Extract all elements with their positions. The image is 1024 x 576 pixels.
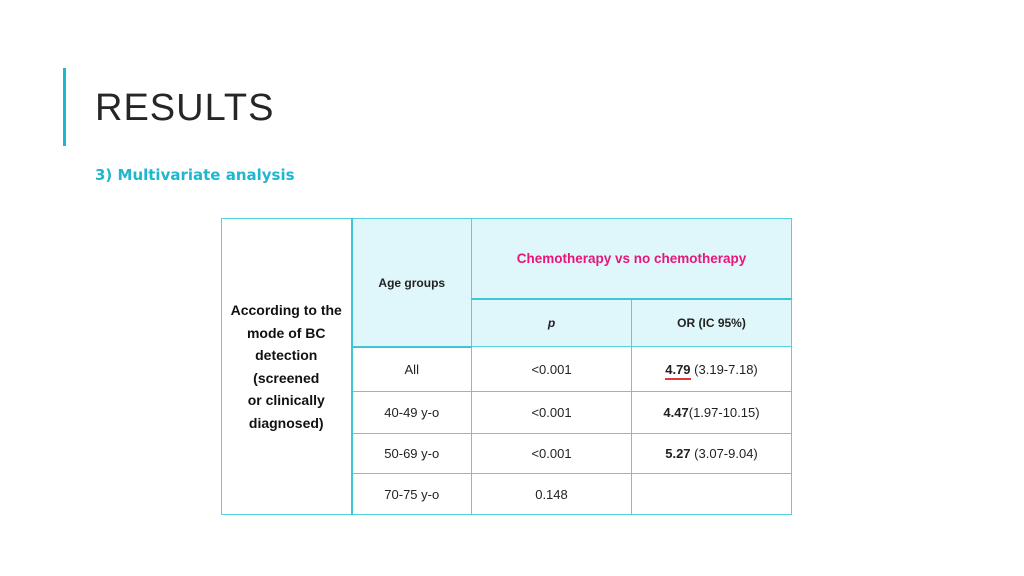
p-header-cell [472, 299, 632, 347]
p-cell [472, 347, 632, 392]
row-label-line: mode of BC [246, 324, 326, 341]
row-label-cell [222, 219, 352, 515]
row-label-line: According to the [230, 302, 342, 318]
or-value: 4.47 [663, 405, 689, 420]
ci-value: (1.97-10.15) [688, 405, 760, 420]
or-value: 4.79 [665, 362, 690, 380]
age-cell [352, 347, 472, 392]
age-value: 70-75 y-o [384, 486, 440, 502]
comparison-header: Chemotherapy vs no chemotherapy [516, 250, 747, 266]
or-cell [632, 392, 792, 434]
p-cell [472, 474, 632, 515]
title-accent-bar [63, 68, 66, 146]
row-label-line: diagnosed) [248, 414, 324, 431]
age-groups-header-cell [352, 219, 472, 347]
age-cell [352, 474, 472, 515]
age-cell [352, 392, 472, 434]
p-cell [472, 392, 632, 434]
results-table [221, 218, 792, 515]
comparison-header-cell [472, 219, 792, 299]
or-cell [632, 474, 792, 515]
row-label [222, 299, 351, 434]
age-value: All [404, 361, 419, 377]
age-groups-header: Age groups [378, 275, 446, 290]
p-cell [472, 434, 632, 474]
p-header: p [547, 316, 556, 331]
ci-value: (3.07-9.04) [694, 446, 758, 461]
age-value: 50-69 y-o [384, 446, 440, 461]
or-cell [632, 347, 792, 392]
p-value: 0.148 [535, 486, 568, 502]
age-cell [352, 434, 472, 474]
p-value: <0.001 [531, 405, 572, 420]
p-value: <0.001 [531, 361, 572, 377]
section-subtitle: 3) Multivariate analysis [95, 166, 295, 184]
or-header: OR (IC 95%) [677, 316, 746, 331]
or-cell [632, 434, 792, 474]
row-label-line: detection [255, 347, 318, 363]
row-label-line: or clinically [247, 392, 325, 408]
age-value: 40-49 y-o [384, 405, 440, 420]
ci-value: (3.19-7.18) [694, 361, 758, 377]
row-label-line: (screened [253, 369, 320, 386]
or-value: 5.27 [665, 446, 691, 461]
or-header-cell [632, 299, 792, 347]
p-value: <0.001 [531, 446, 572, 461]
slide-title: RESULTS [95, 87, 275, 129]
